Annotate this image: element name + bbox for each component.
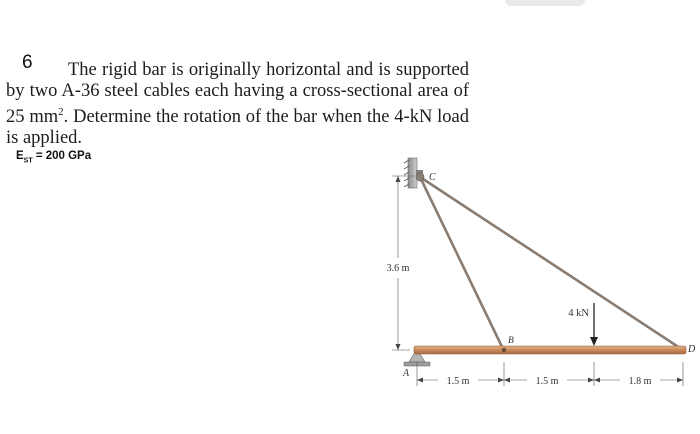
- dimension-load-d: 1.8 m: [628, 376, 652, 387]
- label-c: C: [429, 172, 436, 183]
- rigid-bar: [414, 346, 686, 354]
- label-b: B: [508, 336, 514, 346]
- cable-cd: [420, 177, 683, 350]
- height-label: 3.6 m: [386, 263, 410, 274]
- modulus-value: = 200 GPa: [32, 150, 92, 162]
- area-unit-superscript: 2: [58, 106, 64, 118]
- pin-c: [416, 173, 424, 181]
- label-d: D: [688, 344, 696, 355]
- dimension-ab: 1.5 m: [446, 376, 470, 387]
- dimension-b-load: 1.5 m: [535, 376, 559, 387]
- problem-statement-part1: The rigid bar is originally horizontal and is supported by two A-36 steel cables each having a cross-sectional area of 25 mm: [6, 60, 469, 128]
- load-arrowhead: [590, 337, 598, 346]
- load-label: 4 kN: [568, 308, 589, 319]
- label-a: A: [403, 368, 410, 379]
- modulus-symbol: E: [16, 150, 24, 162]
- problem-number: 6: [22, 52, 33, 73]
- pin-b: [502, 348, 506, 352]
- problem-statement-part2: . Determine the rotation of the bar when the 4-kN load is applied.: [6, 107, 469, 149]
- modulus-subscript: ST: [23, 157, 33, 165]
